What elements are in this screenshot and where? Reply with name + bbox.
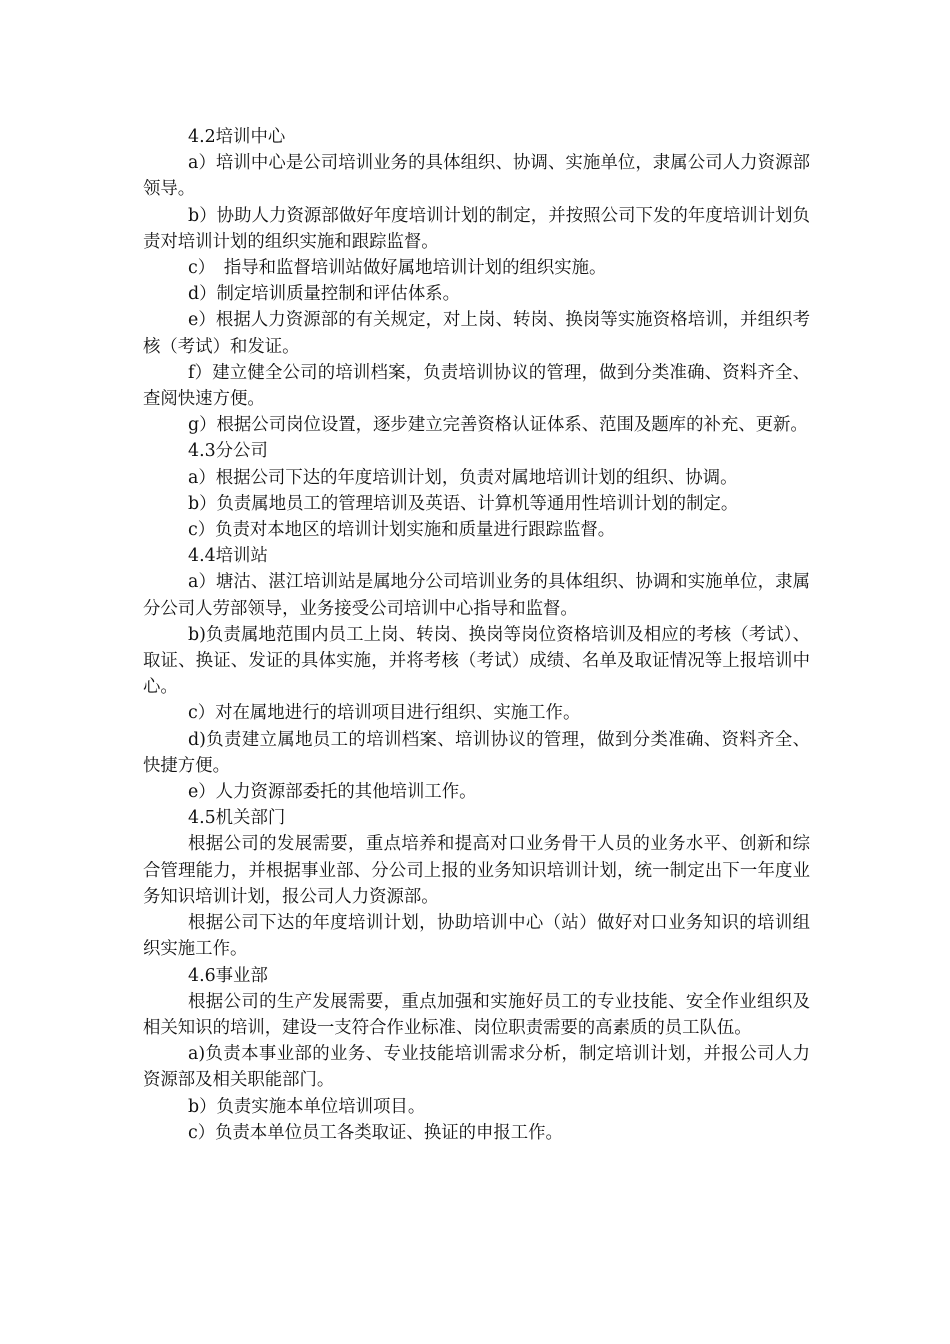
- section-heading-4-6: 4.6事业部: [188, 965, 268, 986]
- paragraph-4-6-1: 根据公司的生产发展需要，重点加强和实施好员工的专业技能、安全作业组织及相关知识的培训，建设一支符合作业标准、岗位职责需要的高素质的员工队伍。: [143, 991, 810, 1038]
- paragraph-4-2-f: f）建立健全公司的培训档案，负责培训协议的管理，做到分类准确、资料齐全、查阅快速方便。: [143, 362, 810, 410]
- paragraph-4-4-b: b)负责属地范围内员工上岗、转岗、换岗等岗位资格培训及相应的考核（考试）、取证、换证、发证的具体实施，并将考核（考试）成绩、名单及取证情况等上报培训中心。: [143, 624, 810, 698]
- paragraph-4-3-c: c）负责对本地区的培训计划实施和质量进行跟踪监督。: [188, 520, 616, 541]
- paragraph-4-6-a: a)负责本事业部的业务、专业技能培训需求分析，制定培训计划，并报公司人力资源部及相关职能部门。: [143, 1044, 810, 1091]
- paragraph-4-2-a: a）培训中心是公司培训业务的具体组织、协调、实施单位，隶属公司人力资源部领导。: [143, 153, 810, 200]
- paragraph-4-3-a: a）根据公司下达的年度培训计划，负责对属地培训计划的组织、协调。: [188, 467, 738, 488]
- paragraph-4-3-b: b）负责属地员工的管理培训及英语、计算机等通用性培训计划的制定。: [188, 493, 739, 514]
- section-heading-4-2: 4.2培训中心: [188, 127, 286, 147]
- paragraph-4-2-g: g）根据公司岗位设置，逐步建立完善资格认证体系、范围及题库的补充、更新。: [188, 415, 808, 436]
- paragraph-4-2-c: c） 指导和监督培训站做好属地培训计划的组织实施。: [188, 258, 607, 279]
- paragraph-4-4-c: c）对在属地进行的培训项目进行组织、实施工作。: [188, 703, 581, 724]
- paragraph-4-4-a: a）塘沽、湛江培训站是属地分公司培训业务的具体组织、协调和实施单位，隶属分公司人劳部领导，业务接受公司培训中心指导和监督。: [143, 572, 810, 619]
- paragraph-4-2-e: e）根据人力资源部的有关规定，对上岗、转岗、换岗等实施资格培训，并组织考核（考试）和发证。: [143, 310, 810, 357]
- paragraph-4-6-c: c）负责本单位员工各类取证、换证的申报工作。: [188, 1122, 563, 1143]
- paragraph-4-4-e: e）人力资源部委托的其他培训工作。: [188, 782, 477, 803]
- paragraph-4-2-d: d）制定培训质量控制和评估体系。: [188, 284, 460, 305]
- section-heading-4-3: 4.3分公司: [188, 441, 268, 462]
- section-heading-4-5: 4.5机关部门: [188, 808, 286, 829]
- paragraph-4-5-2: 根据公司下达的年度培训计划，协助培训中心（站）做好对口业务知识的培训组织实施工作。: [143, 913, 810, 960]
- paragraph-4-2-b: b）协助人力资源部做好年度培训计划的制定，并按照公司下发的年度培训计划负责对培训计划的组织实施和跟踪监督。: [143, 205, 810, 252]
- paragraph-4-5-1: 根据公司的发展需要，重点培养和提高对口业务骨干人员的业务水平、创新和综合管理能力，并根据事业部、分公司上报的业务知识培训计划，统一制定出下一年度业务知识培训计划，报公司人力资源部。: [143, 834, 810, 907]
- paragraph-4-6-b: b）负责实施本单位培训项目。: [188, 1096, 426, 1117]
- section-heading-4-4: 4.4培训站: [188, 546, 268, 567]
- paragraph-4-4-d: d)负责建立属地员工的培训档案、培训协议的管理，做到分类准确、资料齐全、快捷方便。: [143, 729, 810, 776]
- document-body: [143, 124, 810, 1146]
